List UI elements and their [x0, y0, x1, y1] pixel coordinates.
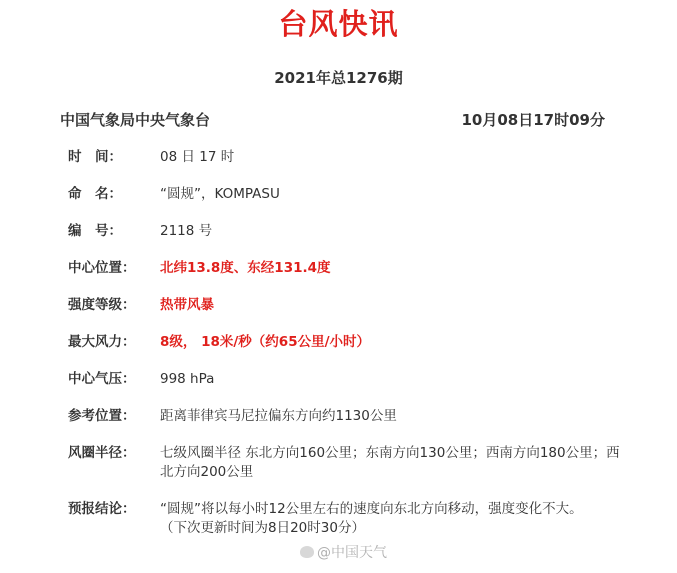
- pressure-value: 998 hPa: [160, 371, 215, 387]
- intensity-value: 热带风暴: [160, 297, 214, 313]
- typhoon-info-list: [68, 148, 628, 556]
- weibo-icon: [300, 546, 314, 558]
- max-wind-label: 最大风力：: [68, 334, 136, 350]
- reference-position-label: 参考位置：: [68, 408, 136, 424]
- forecast-label: 预报结论：: [68, 501, 136, 517]
- watermark-text: @中国天气: [317, 545, 387, 561]
- weibo-watermark: [300, 542, 387, 562]
- bulletin-title: 台风快讯: [278, 7, 399, 41]
- center-position-value: 北纬13.8度、东经131.4度: [160, 260, 331, 276]
- forecast-value: [160, 500, 628, 538]
- max-wind-value: 8级， 18米/秒（约65公里/小时）: [160, 334, 371, 350]
- info-row-forecast: [68, 500, 628, 538]
- issuing-agency: 中国气象局中央气象台: [60, 111, 211, 129]
- info-row-center-position: [68, 259, 628, 278]
- info-row-max-wind: [68, 333, 628, 352]
- wind-radius-value: 七级风圈半径 东北方向160公里；东南方向130公里；西南方向180公里；西北方向200公里: [160, 445, 620, 480]
- time-label: 时 间：: [68, 149, 122, 165]
- name-label: 命 名：: [68, 186, 122, 202]
- time-value: 08 日 17 时: [160, 149, 235, 165]
- number-value: 2118 号: [160, 223, 213, 239]
- info-row-number: [68, 222, 628, 241]
- pressure-label: 中心气压：: [68, 371, 136, 387]
- forecast-text: “圆规”将以每小时12公里左右的速度向东北方向移动，强度变化不大。: [160, 501, 583, 517]
- wind-radius-label: 风圈半径：: [68, 445, 136, 461]
- name-value: “圆规”，KOMPASU: [160, 186, 280, 202]
- info-row-intensity: [68, 296, 628, 315]
- info-row-pressure: [68, 370, 628, 389]
- issue-number: 2021年总1276期: [274, 69, 403, 87]
- info-row-time: [68, 148, 628, 167]
- info-row-wind-radius: [68, 444, 628, 482]
- info-row-reference-position: [68, 407, 628, 426]
- intensity-label: 强度等级：: [68, 297, 136, 313]
- center-position-label: 中心位置：: [68, 260, 136, 276]
- next-update-note: （下次更新时间为8日20时30分）: [160, 520, 365, 536]
- info-row-name: [68, 185, 628, 204]
- number-label: 编 号：: [68, 223, 122, 239]
- issue-datetime: 10月08日17时09分: [461, 111, 605, 129]
- reference-position-value: 距离菲律宾马尼拉偏东方向约1130公里: [160, 408, 397, 424]
